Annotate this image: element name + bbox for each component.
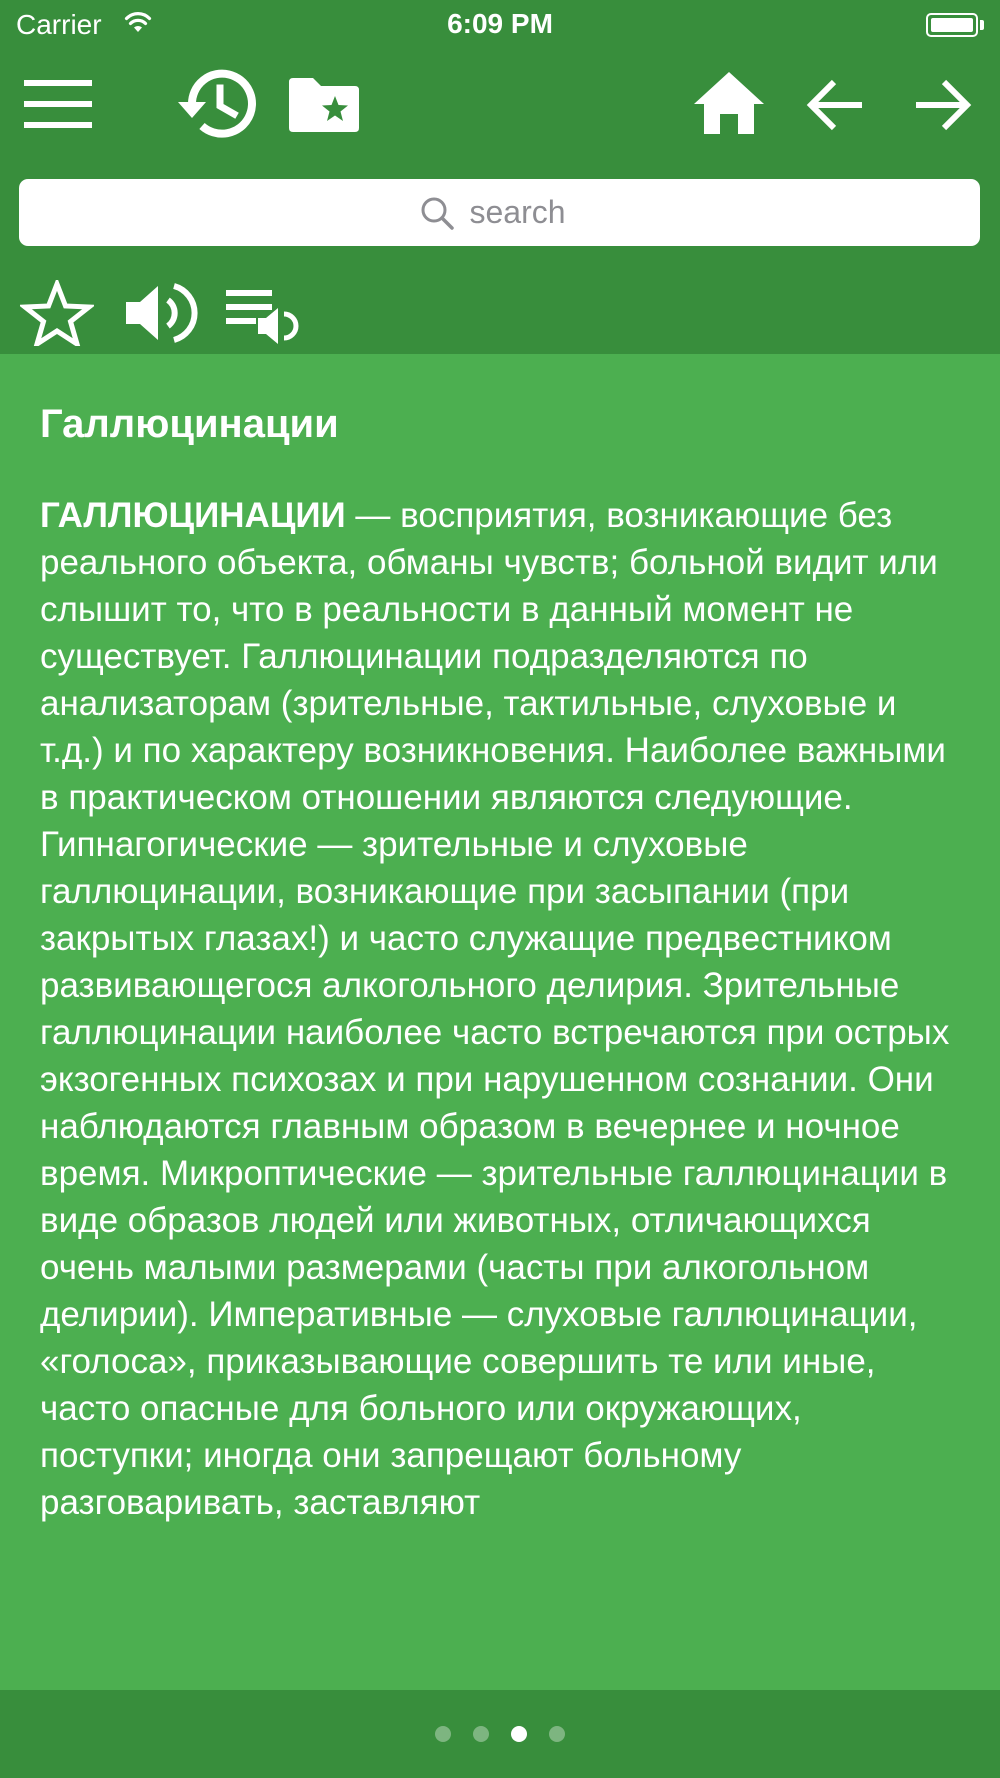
history-icon bbox=[176, 68, 256, 140]
page-indicator[interactable] bbox=[0, 1690, 1000, 1778]
back-arrow-icon bbox=[806, 78, 866, 132]
article-title: Галлюцинации bbox=[40, 402, 339, 446]
speaker-icon bbox=[124, 280, 198, 346]
home-button[interactable] bbox=[692, 70, 766, 136]
page-dot[interactable] bbox=[473, 1726, 489, 1742]
page-dot[interactable] bbox=[435, 1726, 451, 1742]
article-body bbox=[40, 492, 960, 1526]
carrier-label: Carrier bbox=[16, 9, 102, 40]
page-dot[interactable] bbox=[549, 1726, 565, 1742]
page-dot[interactable] bbox=[511, 1726, 527, 1742]
status-bar bbox=[0, 0, 1000, 50]
article-term: ГАЛЛЮЦИНАЦИИ bbox=[40, 496, 346, 535]
home-icon bbox=[692, 70, 766, 136]
playlist-audio-icon bbox=[224, 286, 302, 346]
back-button[interactable] bbox=[806, 78, 866, 132]
article-content bbox=[0, 354, 1000, 1690]
speaker-button[interactable] bbox=[124, 280, 198, 346]
star-icon bbox=[20, 280, 94, 346]
favorite-star-button[interactable] bbox=[20, 280, 94, 346]
history-button[interactable] bbox=[176, 68, 256, 140]
forward-button[interactable] bbox=[912, 78, 972, 132]
favorites-folder-icon bbox=[287, 76, 361, 134]
battery-icon bbox=[926, 13, 984, 37]
menu-button[interactable] bbox=[22, 78, 94, 130]
clock-label: 6:09 PM bbox=[447, 8, 553, 39]
read-aloud-list-button[interactable] bbox=[224, 286, 302, 346]
search-bar[interactable] bbox=[19, 179, 980, 246]
search-input[interactable] bbox=[470, 194, 580, 231]
bottom-pager-bar bbox=[0, 1690, 1000, 1778]
search-icon bbox=[420, 196, 454, 230]
menu-icon bbox=[22, 78, 94, 130]
favorites-folder-button[interactable] bbox=[287, 76, 361, 134]
top-navigation-bar bbox=[0, 0, 1000, 354]
forward-arrow-icon bbox=[912, 78, 972, 132]
article-text: — восприятия, возникающие без реального объекта, обманы чувств; больной видит или слышит то, что в реальности в данный момент не существует. Галлюцинации подразделяются по анализаторам (зрительные, тактильные, слуховые и т.д.) и по характеру возникновения. Наиболее важными в практическом отношении являются следующие. Гипнагогические — зрительные и слуховые галлюцинации, возникающие при засыпании (при закрытых глазах!) и часто служащие предвестником развивающегося алкогольного делирия. Зрительные галлюцинации наиболее часто встречаются при острых экзогенных психозах и при нарушенном сознании. Они наблюдаются главным образом в вечернее и ночное время. Микроптические — зрительные галлюцинации в виде образов людей или животных, отличающихся очень малыми размерами (часты при алкогольном делирии). Императивные — слуховые галлюцинации, «голоса», приказывающие совершить те или иные, часто опасные для больного или окружающих, поступки; иногда они запрещают больному разговаривать, заставляют bbox=[40, 496, 950, 1522]
